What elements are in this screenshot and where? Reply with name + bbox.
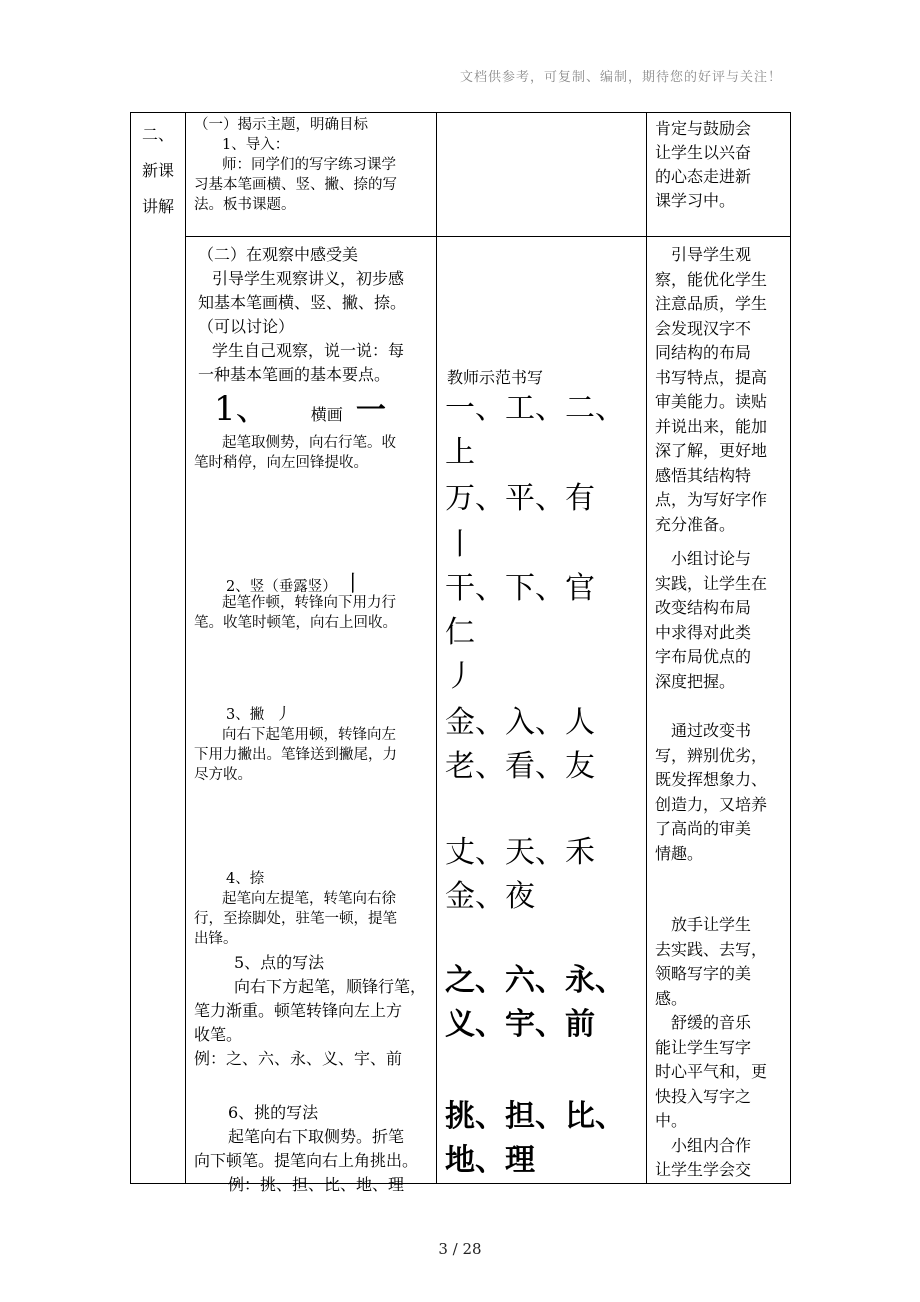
note-line: 引导学生观 bbox=[671, 245, 752, 264]
note-line: 让学生学会交 bbox=[655, 1160, 752, 1179]
note-line: 感。 bbox=[655, 988, 688, 1008]
intro-text: 法。板书课题。 bbox=[194, 197, 296, 213]
note-line: 审美能力。读贴 bbox=[655, 392, 768, 411]
stroke-desc: 笔力渐重。顿笔转锋向左上方 bbox=[194, 1001, 403, 1020]
intro-item: 1、导入： bbox=[222, 137, 290, 153]
stroke-desc: 尽方收。 bbox=[194, 767, 252, 783]
note-line: 了高尚的审美 bbox=[655, 819, 752, 838]
note-line: 点，为写好字作 bbox=[655, 490, 768, 509]
demo-chars: 金、入、人 bbox=[445, 705, 595, 740]
observe-heading: （二）在观察中感受美 bbox=[198, 245, 359, 264]
demo-chars: 干、下、官 bbox=[445, 571, 595, 606]
note-line: 时心平气和，更 bbox=[655, 1062, 768, 1081]
demo-chars: 挑、担、比、 bbox=[445, 1099, 625, 1134]
demo-stroke-glyph: 丿 bbox=[445, 659, 475, 694]
note-line: 舒缓的音乐 bbox=[671, 1013, 752, 1032]
note-line: 中。 bbox=[655, 1111, 688, 1130]
stroke-desc: 向下顿笔。提笔向右上角挑出。 bbox=[194, 1151, 419, 1170]
note-line: 课学习中。 bbox=[655, 191, 736, 210]
stroke-desc: 笔。收笔时顿笔，向右上回收。 bbox=[194, 615, 397, 631]
note-line: 放手让学生 bbox=[671, 915, 752, 934]
note-line: 并说出来，能加 bbox=[655, 416, 768, 436]
note-line: 感悟其结构特 bbox=[655, 465, 752, 485]
intro-text: 师：同学们的写字练习课学 bbox=[222, 157, 396, 173]
stroke-desc: 下用力撇出。笔锋送到撇尾，力 bbox=[194, 747, 397, 763]
note-line: 中求得对此类 bbox=[655, 622, 752, 642]
section-line2: 新课 bbox=[141, 161, 174, 180]
stroke-number: 1、 bbox=[214, 389, 270, 429]
strokes-cell bbox=[186, 237, 437, 1194]
notes-cell-1 bbox=[647, 113, 791, 237]
note-line: 去实践、去写， bbox=[655, 939, 768, 959]
section-cell bbox=[131, 113, 186, 1184]
pie-stroke-glyph: 丿 bbox=[275, 704, 292, 723]
heng-stroke-glyph: 一 bbox=[355, 393, 386, 428]
note-line: 情趣。 bbox=[655, 843, 704, 863]
intro-heading: （一）揭示主题，明确目标 bbox=[194, 117, 368, 133]
stroke-name: 横画 bbox=[310, 405, 343, 424]
stroke-desc: 向右下起笔用顿，转锋向左 bbox=[222, 727, 396, 743]
observe-text: 知基本笔画横、竖、撇、捺。 bbox=[198, 293, 407, 312]
note-line: 能让学生写字 bbox=[655, 1037, 752, 1057]
note-line: 实践，让学生在 bbox=[655, 573, 768, 593]
demo-chars: 上 bbox=[445, 435, 475, 470]
note-line: 深了解，更好地 bbox=[655, 441, 768, 460]
demo-chars: 万、平、有 bbox=[445, 481, 595, 516]
note-line: 创造力，又培养 bbox=[655, 794, 768, 814]
stroke-title: 5、点的写法 bbox=[234, 953, 325, 972]
section-line1: 二、 bbox=[141, 125, 174, 144]
demo-chars: 义、宇、前 bbox=[445, 1007, 595, 1042]
demo-chars: 丈、天、禾 bbox=[445, 835, 595, 870]
demo-cell bbox=[437, 237, 647, 1184]
stroke-desc: 出锋。 bbox=[194, 931, 238, 947]
note-line: 写，辨别优劣， bbox=[655, 745, 768, 765]
stroke-desc: 起笔向左提笔，转笔向右徐 bbox=[222, 891, 396, 907]
observe-text: 学生自己观察，说一说：每 bbox=[212, 341, 405, 360]
note-line: 书写特点，提高 bbox=[655, 367, 768, 387]
stroke-desc: 向右下方起笔，顺锋行笔， bbox=[234, 977, 427, 996]
note-line: 肯定与鼓励会 bbox=[655, 119, 752, 138]
note-line: 注意品质，学生 bbox=[655, 294, 768, 313]
stroke-title: 4、捺 bbox=[226, 871, 265, 887]
note-line: 同结构的布局 bbox=[655, 343, 752, 362]
note-line: 通过改变书 bbox=[671, 721, 752, 740]
stroke-desc: 笔时稍停，向左回锋提收。 bbox=[194, 455, 368, 471]
shu-stroke-glyph: 丨 bbox=[341, 572, 364, 597]
demo-chars: 地、理 bbox=[445, 1143, 535, 1178]
demo-label: 教师示范书写 bbox=[447, 368, 544, 387]
note-line: 察，能优化学生 bbox=[655, 269, 768, 289]
note-line: 深度把握。 bbox=[655, 671, 736, 691]
lesson-table bbox=[130, 112, 791, 1194]
observe-text: 一种基本笔画的基本要点。 bbox=[198, 365, 391, 384]
demo-chars: 老、看、友 bbox=[445, 749, 595, 784]
observe-text: 引导学生观察讲义，初步感 bbox=[212, 269, 405, 288]
stroke-title: 3、撇 bbox=[226, 707, 265, 723]
stroke-desc: 起笔取侧势，向右行笔。收 bbox=[222, 435, 396, 451]
intro-text: 习基本笔画横、竖、撇、捺的写 bbox=[194, 177, 397, 193]
intro-cell bbox=[186, 113, 437, 237]
demo-cell-empty bbox=[437, 113, 647, 237]
note-line: 小组内合作 bbox=[671, 1135, 752, 1155]
stroke-desc: 行，至捺脚处，驻笔一顿，提笔 bbox=[194, 911, 397, 927]
demo-chars: 一、工、二、 bbox=[445, 391, 625, 426]
note-line: 让学生以兴奋 bbox=[655, 143, 752, 162]
note-line: 会发现汉字不 bbox=[655, 318, 752, 338]
observe-text: （可以讨论） bbox=[198, 317, 295, 336]
demo-stroke-glyph: 丨 bbox=[445, 527, 475, 562]
notes-cell-2 bbox=[647, 237, 791, 1184]
note-line: 改变结构布局 bbox=[655, 598, 752, 617]
stroke-example: 例：之、六、永、义、宇、前 bbox=[194, 1049, 403, 1068]
section-line3: 讲解 bbox=[141, 197, 174, 216]
header-note: 文档供参考，可复制、编制，期待您的好评与关注！ bbox=[459, 70, 782, 85]
stroke-desc: 起笔向右下取侧势。折笔 bbox=[228, 1127, 405, 1146]
note-line: 的心态走进新 bbox=[655, 167, 752, 186]
note-line: 充分准备。 bbox=[655, 514, 736, 534]
note-line: 小组讨论与 bbox=[671, 549, 752, 568]
note-line: 字布局优点的 bbox=[655, 647, 752, 666]
stroke-desc: 收笔。 bbox=[194, 1025, 243, 1044]
note-line: 既发挥想象力、 bbox=[655, 770, 768, 789]
stroke-desc: 起笔作顿，转锋向下用力行 bbox=[222, 595, 396, 611]
note-line: 快投入写字之 bbox=[655, 1086, 752, 1106]
stroke-title: 2、竖（垂露竖） bbox=[226, 579, 337, 595]
demo-chars: 仁 bbox=[445, 615, 475, 650]
stroke-title: 6、挑的写法 bbox=[228, 1103, 319, 1122]
page-number: 3 / 28 bbox=[438, 1240, 482, 1258]
demo-chars: 之、六、永、 bbox=[445, 963, 625, 998]
demo-chars: 金、夜 bbox=[445, 879, 535, 914]
stroke-example: 例：挑、担、比、地、理 bbox=[228, 1175, 405, 1194]
note-line: 领略写字的美 bbox=[655, 964, 752, 983]
